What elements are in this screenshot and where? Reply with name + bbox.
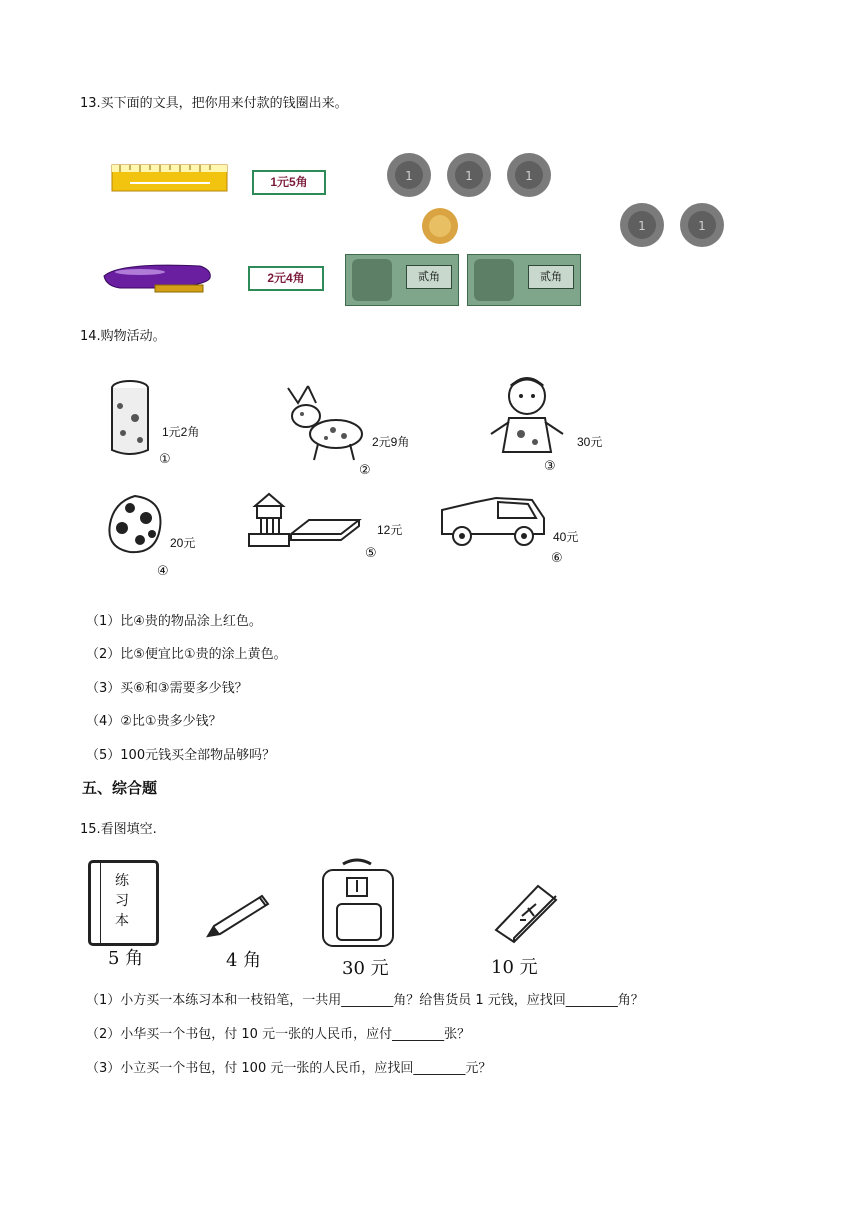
notebook-image: 练 习 本 <box>88 860 159 946</box>
item1-number: ① <box>159 452 171 467</box>
ruler-price-tag: 1元5角 <box>252 170 326 195</box>
q14-title: 14.购物活动。 <box>80 329 166 344</box>
coin-icon <box>445 152 495 198</box>
q14-sub5: （5）100元钱买全部物品够吗？ <box>86 748 276 763</box>
item2-number: ② <box>359 463 371 478</box>
pencil-image <box>200 890 275 942</box>
backpack-image <box>317 858 399 950</box>
item2-price: 2元9角 <box>372 435 410 449</box>
svg-text:1: 1 <box>465 169 473 183</box>
item4-price: 20元 <box>170 536 196 550</box>
q14-sub1: （1）比④贵的物品涂上红色。 <box>86 614 262 629</box>
coin-icon <box>505 152 555 198</box>
q15-sub2: （2）小华买一个书包，付 10 元一张的人民币，应付________张？ <box>86 1027 471 1042</box>
gold-coin-icon <box>420 205 460 247</box>
item4-number: ④ <box>157 564 169 579</box>
item6-number: ⑥ <box>551 551 563 566</box>
item6-price: 40元 <box>553 530 579 544</box>
svg-text:1: 1 <box>698 219 706 233</box>
coin-icon <box>678 202 728 248</box>
banknote-image: 贰角 <box>467 254 581 306</box>
q14-sub4: （4）②比①贵多少钱？ <box>86 714 222 729</box>
ruler-image <box>110 163 230 193</box>
toy-blocks-image <box>245 490 365 552</box>
coin-icon <box>618 202 668 248</box>
svg-text:1: 1 <box>525 169 533 183</box>
pencil-price: 4 角 <box>226 950 262 971</box>
toy-spotted-image <box>100 490 170 560</box>
pen-image <box>100 258 215 298</box>
coin-icon <box>385 152 435 198</box>
banknote-image: 贰角 <box>345 254 459 306</box>
toy-truck-image <box>436 490 551 552</box>
pencil-case-image <box>492 882 560 944</box>
svg-text:1: 1 <box>638 219 646 233</box>
item5-price: 12元 <box>377 523 403 537</box>
q15-sub1: （1）小方买一本练习本和一枝铅笔，一共用________角？给售货员 1 元钱，应找回________角？ <box>86 993 644 1008</box>
pen-price-tag: 2元4角 <box>248 266 324 291</box>
svg-text:1: 1 <box>405 169 413 183</box>
item3-number: ③ <box>544 459 556 474</box>
pencil-case-price: 10 元 <box>491 957 538 978</box>
q13-title: 13.买下面的文具，把你用来付款的钱圈出来。 <box>80 96 348 111</box>
section-heading: 五、综合题 <box>82 779 158 797</box>
q15-sub3: （3）小立买一个书包，付 100 元一张的人民币，应找回________元？ <box>86 1061 492 1076</box>
backpack-price: 30 元 <box>342 958 389 979</box>
q14-sub3: （3）买⑥和③需要多少钱？ <box>86 681 248 696</box>
q15-title: 15.看图填空. <box>80 822 157 837</box>
toy-doll-image <box>485 372 570 467</box>
q14-sub2: （2）比⑤便宜比①贵的涂上黄色。 <box>86 647 287 662</box>
item1-price: 1元2角 <box>162 425 200 439</box>
notebook-price: 5 角 <box>108 948 144 969</box>
item5-number: ⑤ <box>365 546 377 561</box>
item3-price: 30元 <box>577 435 603 449</box>
toy-deer-image <box>278 378 368 463</box>
toy-cylinder-image <box>105 378 155 460</box>
